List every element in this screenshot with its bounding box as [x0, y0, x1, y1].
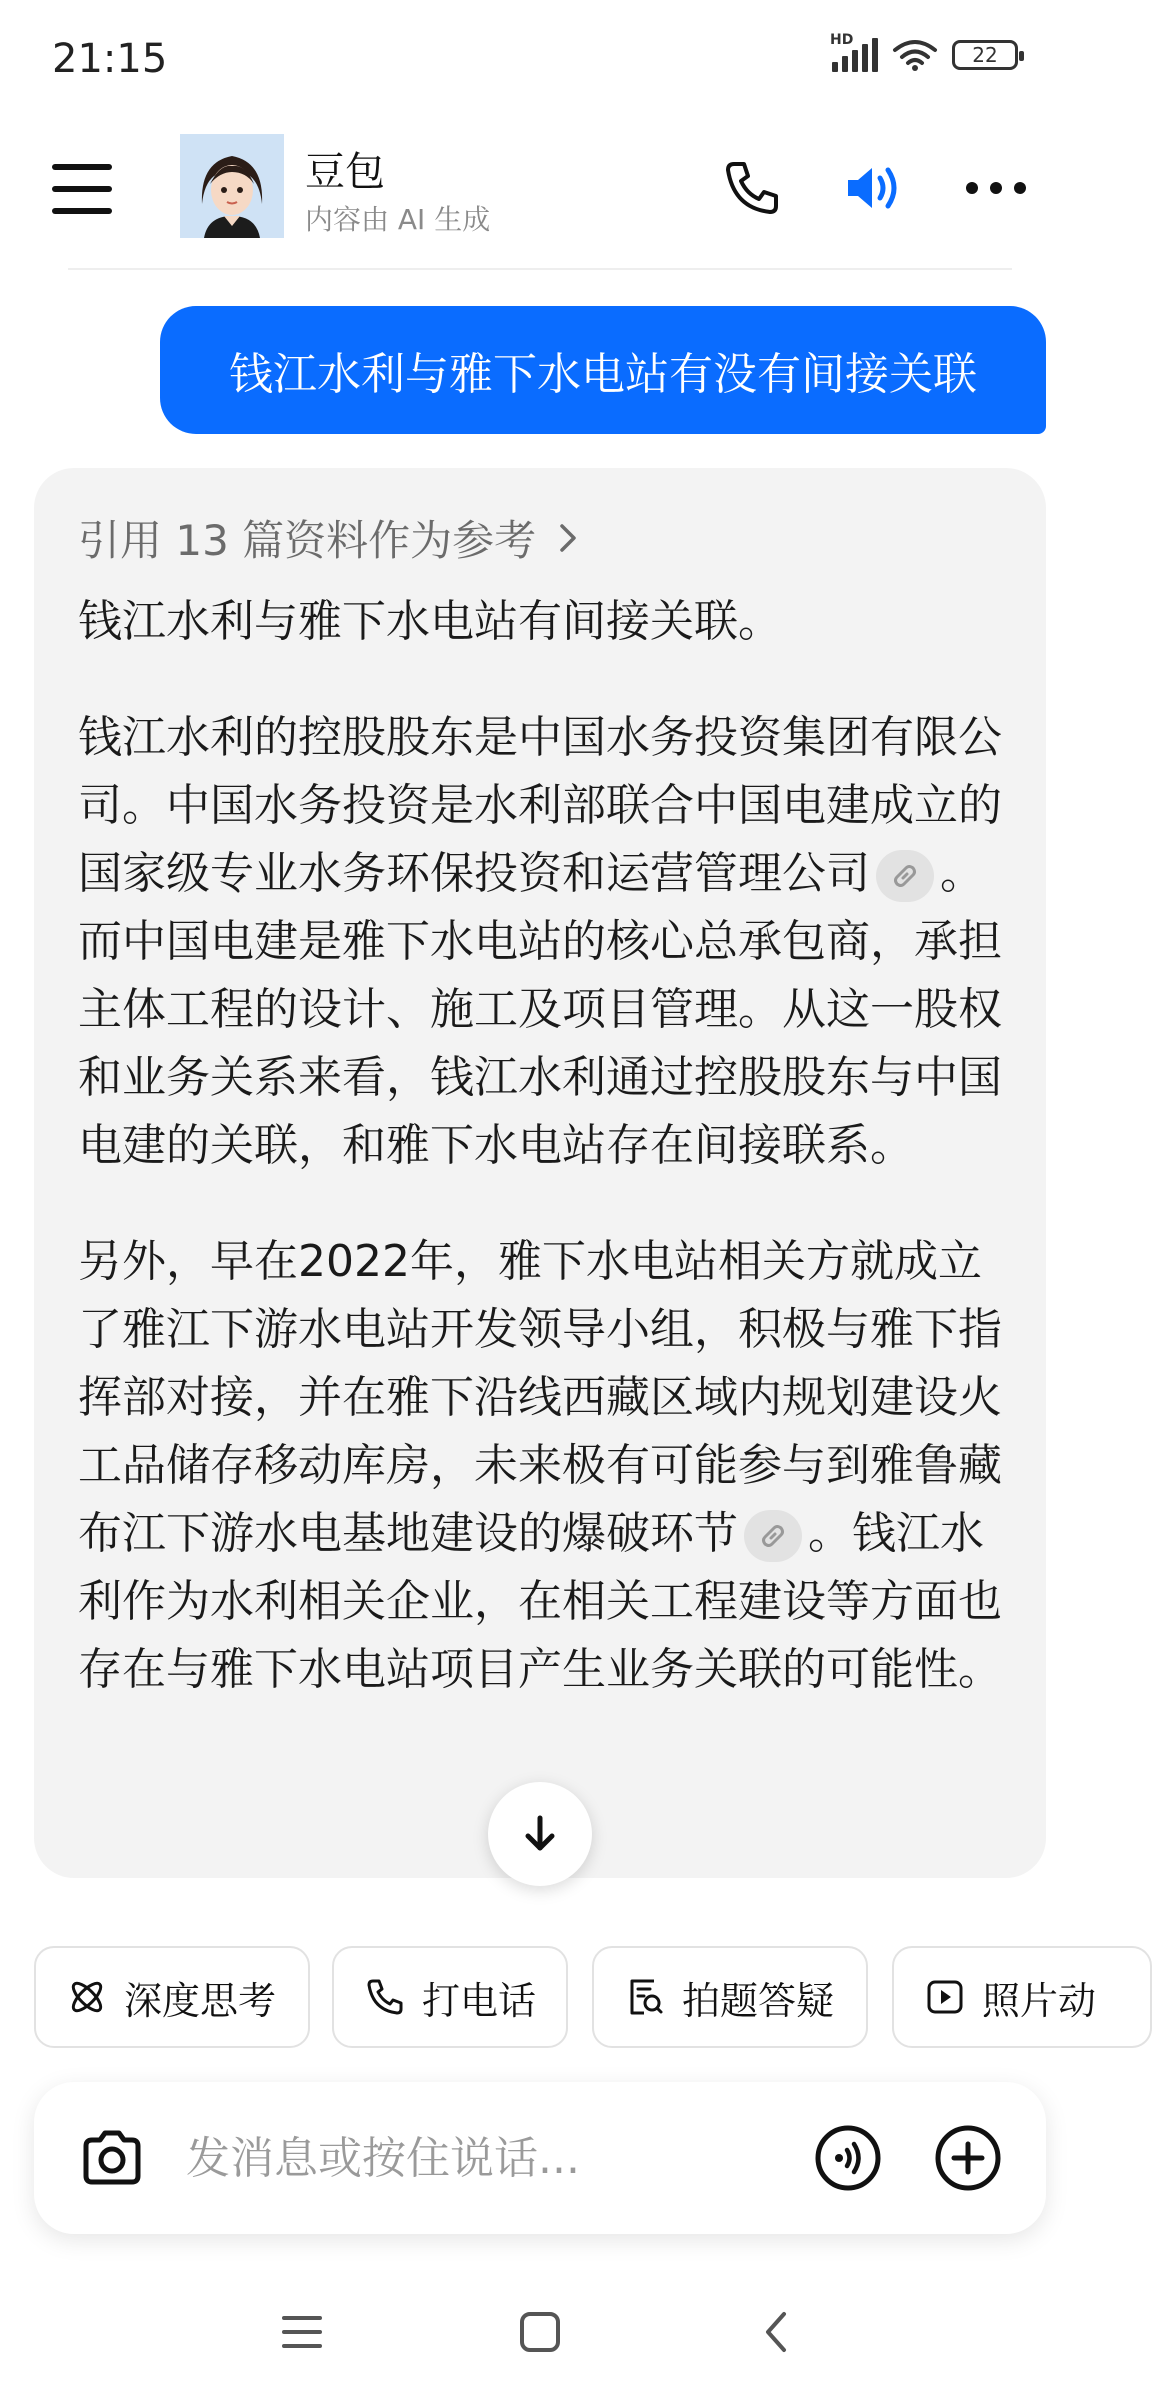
system-nav-bar — [0, 2280, 1080, 2380]
camera-icon[interactable] — [76, 2122, 148, 2194]
chip-phone-call[interactable] — [332, 1946, 568, 2048]
references-label: 引用 13 篇资料作为参考 — [78, 516, 537, 565]
chip-photo-animate[interactable] — [892, 1946, 1152, 2048]
chip-label: 照片动 — [982, 1978, 1097, 2023]
bot-name: 豆包 — [305, 149, 385, 195]
battery-icon — [952, 40, 1018, 70]
chat-header — [0, 120, 1080, 270]
message-input[interactable] — [186, 2128, 786, 2188]
answer-p1: 钱江水利与雅下水电站有间接关联。 — [78, 596, 782, 647]
back-icon[interactable] — [750, 2304, 806, 2360]
avatar[interactable] — [180, 134, 284, 238]
chevron-right-icon — [554, 520, 582, 556]
message-composer — [34, 2082, 1046, 2234]
phone-icon — [364, 1976, 406, 2018]
answer-p3b: 。钱江水利作为水利相关企业，在相关工程建设等方面也存在与雅下水电站项目产生业务关联的可能性。 — [78, 1508, 1002, 1695]
chip-photo-question[interactable] — [592, 1946, 868, 2048]
source-link-icon[interactable] — [876, 850, 934, 902]
atom-icon — [66, 1976, 108, 2018]
voice-call-icon[interactable] — [812, 2122, 884, 2194]
user-message-text: 钱江水利与雅下水电站有没有间接关联 — [229, 349, 977, 400]
answer-text — [78, 588, 1018, 1752]
scan-question-icon — [624, 1976, 666, 2018]
menu-icon[interactable] — [52, 164, 112, 214]
plus-icon[interactable] — [932, 2122, 1004, 2194]
header-divider — [68, 268, 1012, 270]
status-bar — [0, 0, 1080, 120]
ai-disclaimer: 内容由 AI 生成 — [305, 203, 491, 236]
answer-p2a: 钱江水利的控股股东是中国水务投资集团有限公司。中国水务投资是水利部联合中国电建成立的国家级专业水务环保投资和运营管理公司 — [78, 712, 1002, 899]
network-label: HD — [830, 32, 854, 48]
chip-label: 打电话 — [422, 1978, 537, 2023]
answer-paragraph — [78, 1228, 1018, 1704]
play-icon — [924, 1976, 966, 2018]
answer-p3a: 另外，早在2022年，雅下水电站相关方就成立了雅江下游水电站开发领导小组，积极与雅下指挥部对接，并在雅下沿线西藏区域内规划建设火工品储存移动库房，未来极有可能参与到雅鲁藏布江下游水电基地建设的爆破环节 — [78, 1236, 1002, 1559]
scroll-to-bottom-button[interactable] — [488, 1782, 592, 1886]
answer-p2b: 。而中国电建是雅下水电站的核心总承包商，承担主体工程的设计、施工及项目管理。从这一股权和业务关系来看，钱江水利通过控股股东与中国电建的关联，和雅下水电站存在间接联系。 — [78, 848, 1002, 1171]
status-icons — [830, 32, 1018, 72]
quick-actions — [34, 1946, 1097, 2048]
answer-paragraph — [78, 704, 1018, 1180]
phone-call-icon[interactable] — [720, 156, 784, 220]
chip-deep-think[interactable] — [34, 1946, 310, 2048]
cellular-signal-icon — [830, 32, 878, 72]
bot-answer-card — [34, 468, 1046, 1878]
chip-label: 拍题答疑 — [682, 1978, 835, 2023]
wifi-icon — [892, 38, 938, 72]
answer-paragraph — [78, 588, 1018, 656]
chip-label: 深度思考 — [124, 1978, 277, 2023]
references-link[interactable] — [78, 508, 582, 568]
more-icon[interactable] — [966, 156, 1026, 220]
arrow-down-icon — [518, 1812, 562, 1856]
speaker-icon[interactable] — [840, 156, 904, 220]
battery-level: 22 — [972, 43, 998, 67]
recent-apps-icon[interactable] — [274, 2304, 330, 2360]
user-message-bubble[interactable] — [160, 306, 1046, 434]
home-icon[interactable] — [512, 2304, 568, 2360]
status-time: 21:15 — [52, 36, 168, 82]
source-link-icon[interactable] — [744, 1510, 802, 1562]
